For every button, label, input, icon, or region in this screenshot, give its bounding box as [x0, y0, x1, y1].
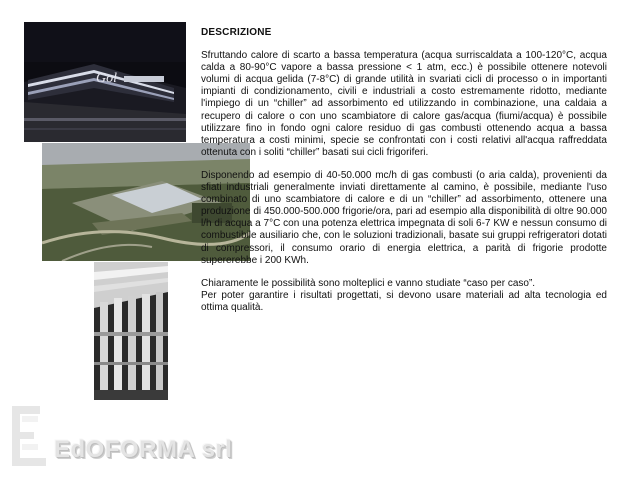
paragraph-possibilities: Chiaramente le possibilità sono molteplici e vanno studiate “caso per caso”.	[201, 277, 536, 289]
paragraph-quality: Per poter garantire i risultati progettati, si devono usare materiali ad alta tecnologia ed ottima qualità.	[201, 289, 607, 313]
logo-mark-icon	[10, 404, 50, 470]
company-logo	[10, 404, 240, 470]
company-name: EdOFORMA srl	[54, 436, 233, 463]
paragraph-heat-recovery: Sfruttando calore di scarto a bassa temperatura (acqua surriscaldata a 100-120°C, acqua calda a 80-90°C vapore a bassa pressione < 1 atm, ecc.) è possibile ottenere notevoli volumi di acqua gelida (7-8°C) di grande utilità in svariati cicli di processo o in importanti impianti di condizionamento, civili e industriali a costo estremamente ridotto, mediante l'impiego di un “chiller” ad assorbimento ed utilizzando in combinazione, una caldaia a recupero di calore o con uno scambiatore di calore gas/acqua (fiumi/acqua) è possibile utilizzare fino in fondo ogni calore residuo di gas combusti ottenendo acqua a bassa temperatura a costi minimi, specie se confrontati con i costi relativi all'acqua raffreddata ottenuta con i soliti “chiller” basati sui cicli frigoriferi.	[201, 50, 607, 158]
plant-interior-pipes-photo	[94, 262, 168, 400]
paragraph-example: Disponendo ad esempio di 40-50.000 mc/h di gas combusti (o aria calda), provenienti da sfiati industriali generalmente inviati direttamente al camino, è possibile, mediante l'uso combinato di uno scambiatore di calore e di un “chiller” ad assorbimento, ottenere una produzione di 450.000-500.000 frigorie/ora, pari ad esempio alla disponibilità di oltre 90.000 l/h di acqua a 7°C con una potenza elettrica impegnata di soli 6-7 KW e nessun consumo di combustibile ausiliario che, con le soluzioni tradizionali, basate sui gruppi refrigeratori dotati di compressori, il consumo orario di energia elettrica, a parità di frigorie prodotte supererebbe i 200 KWh.	[201, 169, 607, 266]
industrial-building-night-photo	[24, 22, 186, 142]
section-title: DESCRIZIONE	[201, 27, 272, 38]
svg-text:Gol: Gol	[96, 71, 117, 86]
description-section	[201, 27, 607, 314]
